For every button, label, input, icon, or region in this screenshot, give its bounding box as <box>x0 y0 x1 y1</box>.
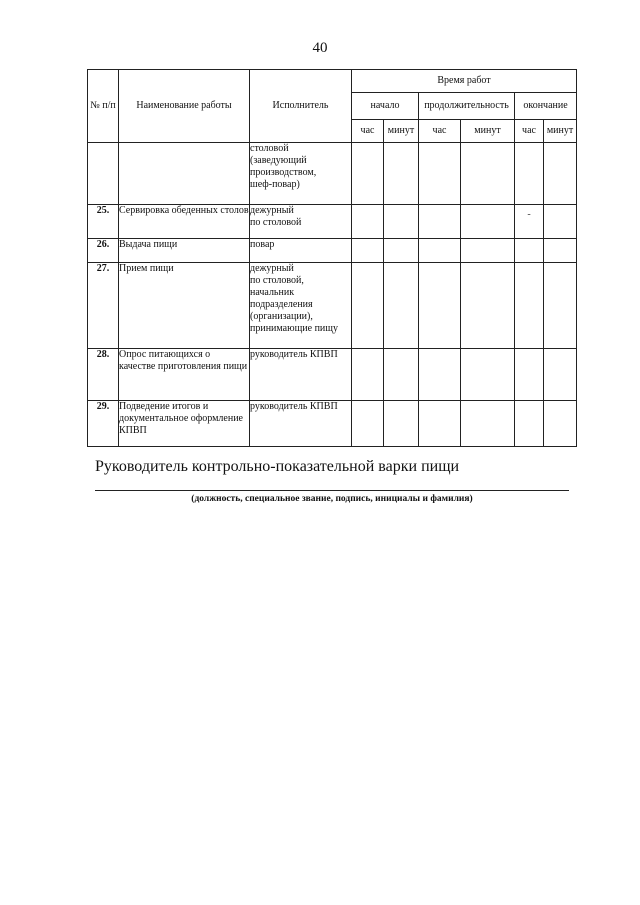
executor-line: (заведующий <box>250 155 307 166</box>
cell-start-hour <box>352 205 384 239</box>
executor-line: повар <box>250 239 275 250</box>
signature-caption: (должность, специальное звание, подпись, инициалы и фамилия) <box>191 494 473 504</box>
header-time-group: Время работ <box>352 70 577 93</box>
row-executor <box>250 349 352 401</box>
header-num: № п/п <box>88 70 119 143</box>
row-executor <box>250 143 352 205</box>
executor-line: руководитель КПВП <box>250 401 338 412</box>
header-duration: продолжительность <box>419 93 515 120</box>
row-executor <box>250 239 352 263</box>
row-executor <box>250 263 352 349</box>
table-row <box>88 401 577 447</box>
executor-line: подразделения <box>250 299 313 310</box>
cell-end-minute <box>544 239 577 263</box>
table-row <box>88 239 577 263</box>
table-row <box>88 349 577 401</box>
table-row <box>88 143 577 205</box>
cell-start-minute <box>384 263 419 349</box>
executor-line: руководитель КПВП <box>250 349 338 360</box>
work-schedule-table <box>87 69 577 447</box>
cell-end-minute <box>544 143 577 205</box>
executor-line: (организации), <box>250 311 313 322</box>
row-work-name: Сервировка обеденных столов <box>119 205 250 239</box>
cell-duration-hour <box>419 401 461 447</box>
table-row <box>88 263 577 349</box>
cell-end-hour <box>515 401 544 447</box>
row-num: 27. <box>88 263 119 349</box>
table-row <box>88 205 577 239</box>
cell-start-hour <box>352 349 384 401</box>
cell-duration-hour <box>419 349 461 401</box>
cell-end-minute <box>544 349 577 401</box>
cell-end-minute <box>544 401 577 447</box>
cell-start-minute <box>384 205 419 239</box>
row-num <box>88 143 119 205</box>
cell-duration-minute <box>461 401 515 447</box>
signature-title: Руководитель контрольно-показательной варки пищи <box>95 458 460 475</box>
cell-start-minute <box>384 239 419 263</box>
cell-end-hour <box>515 239 544 263</box>
header-name: Наименование работы <box>119 70 250 143</box>
executor-line: столовой <box>250 143 289 154</box>
header-end: окончание <box>515 93 577 120</box>
row-work-name: Выдача пищи <box>119 239 250 263</box>
executor-line: дежурный <box>250 205 294 216</box>
executor-line: начальник <box>250 287 295 298</box>
row-work-name: Прием пищи <box>119 263 250 349</box>
cell-start-hour <box>352 401 384 447</box>
cell-duration-hour <box>419 143 461 205</box>
cell-duration-hour <box>419 239 461 263</box>
cell-end-minute <box>544 205 577 239</box>
header-start: начало <box>352 93 419 120</box>
executor-line: дежурный <box>250 263 294 274</box>
cell-duration-hour <box>419 263 461 349</box>
executor-line: по столовой, <box>250 275 304 286</box>
cell-start-hour <box>352 239 384 263</box>
cell-start-hour <box>352 263 384 349</box>
cell-duration-minute <box>461 143 515 205</box>
header-duration-hour: час <box>419 120 461 143</box>
cell-duration-minute <box>461 263 515 349</box>
header-duration-minute: минут <box>461 120 515 143</box>
executor-line: принимающие пищу <box>250 323 338 334</box>
header-executor: Исполнитель <box>250 70 352 143</box>
end-hour-dash: - <box>527 209 531 220</box>
cell-end-hour <box>515 205 544 239</box>
cell-end-hour <box>515 263 544 349</box>
signature-line <box>95 490 569 491</box>
cell-duration-hour <box>419 205 461 239</box>
row-work-name <box>119 143 250 205</box>
cell-duration-minute <box>461 205 515 239</box>
row-executor <box>250 205 352 239</box>
executor-line: по столовой <box>250 217 302 228</box>
executor-line: шеф-повар) <box>250 179 300 190</box>
row-num: 26. <box>88 239 119 263</box>
cell-start-minute <box>384 401 419 447</box>
header-end-hour: час <box>515 120 544 143</box>
cell-end-minute <box>544 263 577 349</box>
row-work-name: Опрос питающихся о качестве приготовления пищи <box>119 349 250 401</box>
page-number: 40 <box>312 40 328 56</box>
row-num: 29. <box>88 401 119 447</box>
cell-end-hour <box>515 143 544 205</box>
header-start-hour: час <box>352 120 384 143</box>
cell-start-minute <box>384 143 419 205</box>
cell-duration-minute <box>461 349 515 401</box>
cell-start-minute <box>384 349 419 401</box>
row-num: 25. <box>88 205 119 239</box>
cell-end-hour <box>515 349 544 401</box>
row-executor <box>250 401 352 447</box>
header-end-minute: минут <box>544 120 577 143</box>
cell-duration-minute <box>461 239 515 263</box>
header-start-minute: минут <box>384 120 419 143</box>
executor-line: производством, <box>250 167 317 178</box>
cell-start-hour <box>352 143 384 205</box>
row-num: 28. <box>88 349 119 401</box>
row-work-name: Подведение итогов и документальное оформление КПВП <box>119 401 250 447</box>
